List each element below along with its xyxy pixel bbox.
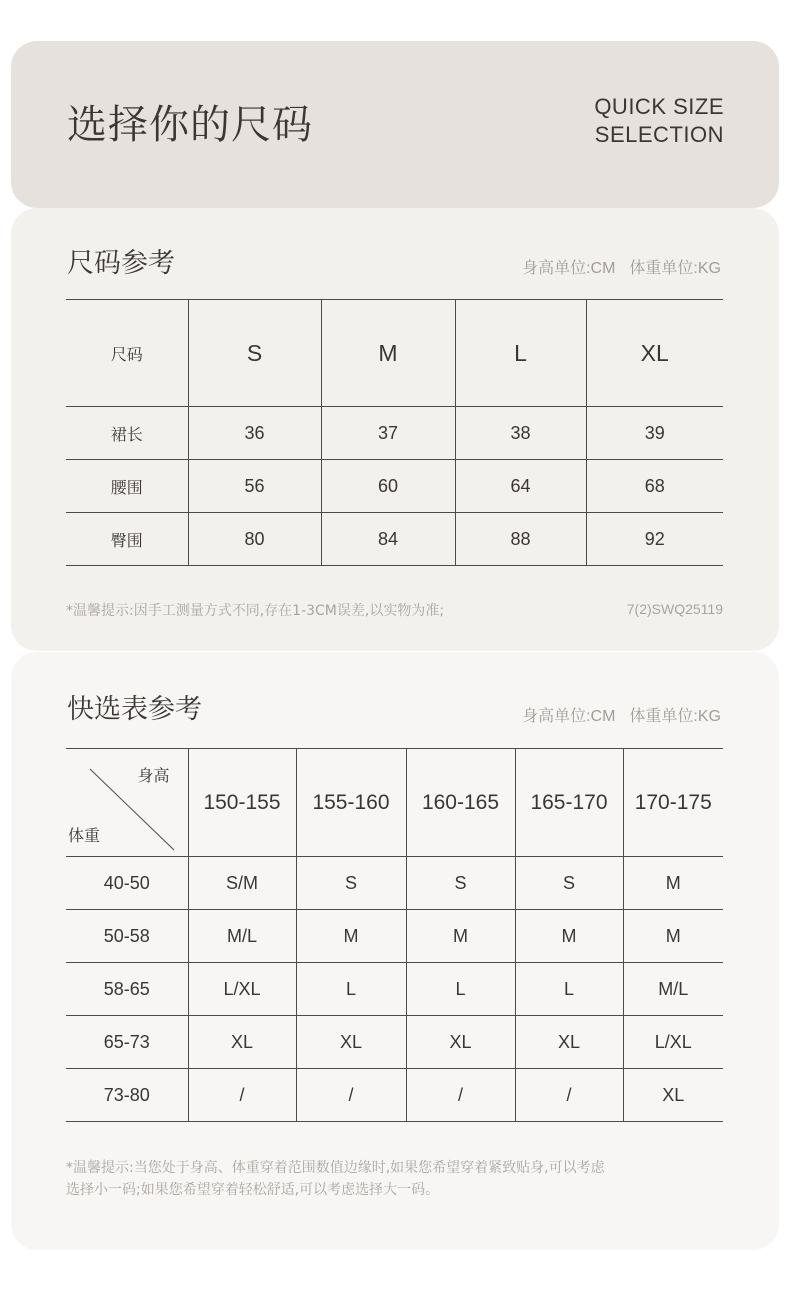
weight-unit: 体重单位:KG bbox=[629, 708, 721, 725]
table-row bbox=[66, 963, 723, 1016]
header-cell: 170-175 bbox=[623, 749, 723, 857]
header-cell: S bbox=[188, 300, 321, 407]
table-header-row bbox=[66, 749, 723, 857]
table-row bbox=[66, 857, 723, 910]
table-row bbox=[66, 460, 723, 513]
quick-selection-title: 快选表参考 bbox=[67, 694, 202, 725]
table-cell: 92 bbox=[586, 513, 723, 566]
row-label: 58-65 bbox=[66, 963, 188, 1016]
header-cell: 165-170 bbox=[515, 749, 623, 857]
table-cell: / bbox=[188, 1069, 296, 1122]
height-unit: 身高单位:CM bbox=[522, 708, 616, 725]
table-cell: 80 bbox=[188, 513, 321, 566]
unit-info bbox=[522, 255, 721, 278]
table-cell: S/M bbox=[188, 857, 296, 910]
row-label: 臀围 bbox=[66, 513, 188, 566]
size-reference-table bbox=[66, 299, 723, 566]
row-label: 裙长 bbox=[66, 407, 188, 460]
header-cell: 155-160 bbox=[296, 749, 406, 857]
table-cell: 84 bbox=[321, 513, 455, 566]
fit-note-line2: 选择小一码;如果您希望穿着轻松舒适,可以考虑选择大一码。 bbox=[66, 1182, 440, 1198]
header-cell: 160-165 bbox=[406, 749, 515, 857]
table-cell: XL bbox=[406, 1016, 515, 1069]
weight-unit: 体重单位:KG bbox=[629, 260, 721, 277]
hero-banner bbox=[11, 41, 779, 208]
page-title: 选择你的尺码 bbox=[67, 102, 313, 148]
table-row bbox=[66, 513, 723, 566]
table-cell: L bbox=[296, 963, 406, 1016]
header-cell: XL bbox=[586, 300, 723, 407]
table-cell: / bbox=[296, 1069, 406, 1122]
row-label: 73-80 bbox=[66, 1069, 188, 1122]
quick-selection-table bbox=[66, 748, 723, 1122]
table-cell: M bbox=[296, 910, 406, 963]
corner-weight-label: 体重 bbox=[68, 826, 101, 845]
unit-info bbox=[522, 703, 721, 726]
table-cell: S bbox=[515, 857, 623, 910]
table-cell: 39 bbox=[586, 407, 723, 460]
english-subtitle-line2: SELECTION bbox=[594, 122, 724, 147]
table-cell: L bbox=[406, 963, 515, 1016]
corner-height-label: 身高 bbox=[137, 766, 170, 785]
row-label: 65-73 bbox=[66, 1016, 188, 1069]
table-cell: 37 bbox=[321, 407, 455, 460]
row-label: 40-50 bbox=[66, 857, 188, 910]
table-cell: 60 bbox=[321, 460, 455, 513]
table-cell: 64 bbox=[455, 460, 586, 513]
fit-note-line1: *温馨提示:当您处于身高、体重穿着范围数值边缘时,如果您希望穿着紧致贴身,可以考虑 bbox=[66, 1160, 605, 1176]
row-label: 腰围 bbox=[66, 460, 188, 513]
table-cell: M bbox=[623, 857, 723, 910]
table-header-row bbox=[66, 300, 723, 407]
size-reference-title: 尺码参考 bbox=[67, 248, 175, 279]
english-subtitle bbox=[594, 93, 724, 149]
table-cell: / bbox=[515, 1069, 623, 1122]
table-cell: 38 bbox=[455, 407, 586, 460]
height-unit: 身高单位:CM bbox=[522, 260, 616, 277]
table-cell: XL bbox=[188, 1016, 296, 1069]
table-cell: L bbox=[515, 963, 623, 1016]
fit-note bbox=[66, 1157, 605, 1201]
table-cell: 36 bbox=[188, 407, 321, 460]
table-cell: M/L bbox=[188, 910, 296, 963]
header-cell: M bbox=[321, 300, 455, 407]
table-cell: M bbox=[623, 910, 723, 963]
row-label: 50-58 bbox=[66, 910, 188, 963]
product-code: 7(2)SWQ25119 bbox=[626, 601, 723, 617]
table-cell: 56 bbox=[188, 460, 321, 513]
quick-selection-section bbox=[11, 652, 779, 1250]
table-row bbox=[66, 1016, 723, 1069]
table-cell: M bbox=[515, 910, 623, 963]
english-subtitle-line1: QUICK SIZE bbox=[594, 94, 724, 119]
table-cell: L/XL bbox=[623, 1016, 723, 1069]
table-row bbox=[66, 910, 723, 963]
table-cell: 88 bbox=[455, 513, 586, 566]
header-cell: L bbox=[455, 300, 586, 407]
table-cell: XL bbox=[296, 1016, 406, 1069]
measurement-note: *温馨提示:因手工测量方式不同,存在1-3CM误差,以实物为准; bbox=[66, 603, 445, 619]
table-cell: S bbox=[296, 857, 406, 910]
table-cell: S bbox=[406, 857, 515, 910]
table-row bbox=[66, 407, 723, 460]
table-cell: XL bbox=[515, 1016, 623, 1069]
table-cell: XL bbox=[623, 1069, 723, 1122]
table-cell: M/L bbox=[623, 963, 723, 1016]
table-cell: 68 bbox=[586, 460, 723, 513]
table-cell: / bbox=[406, 1069, 515, 1122]
header-cell: 尺码 bbox=[66, 300, 188, 407]
table-row bbox=[66, 1069, 723, 1122]
table-cell: L/XL bbox=[188, 963, 296, 1016]
size-reference-section bbox=[11, 208, 779, 651]
table-cell: M bbox=[406, 910, 515, 963]
header-cell: 150-155 bbox=[188, 749, 296, 857]
corner-cell bbox=[66, 749, 188, 857]
